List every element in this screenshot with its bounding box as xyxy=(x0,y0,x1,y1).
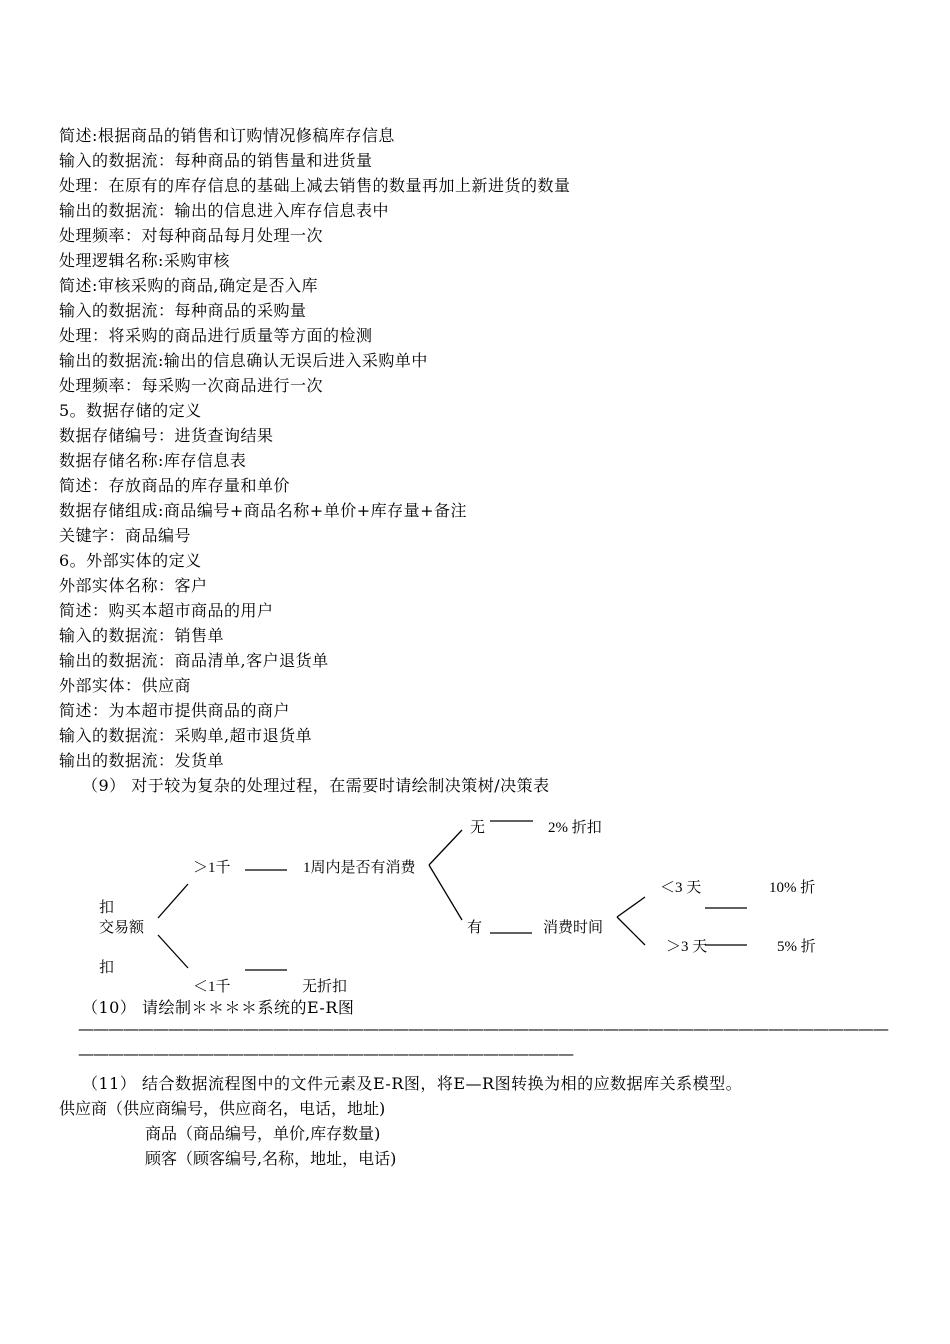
tree-lt-1000: ＜1千 xyxy=(193,979,231,995)
text-line: 输入的数据流：每种商品的采购量 xyxy=(59,301,307,320)
text-line: 简述：存放商品的库存量和单价 xyxy=(59,476,291,495)
text-line: 数据存储组成:商品编号+商品名称+单价+库存量+备注 xyxy=(59,501,468,520)
text-line: 简述：购买本超市商品的用户 xyxy=(59,601,274,620)
tree-gt-1000: ＞1千 xyxy=(193,860,231,876)
text-line: 数据存储编号：进货查询结果 xyxy=(59,426,274,445)
text-line: 外部实体：供应商 xyxy=(59,676,192,695)
section-heading: 5。数据存储的定义 xyxy=(59,401,202,420)
text-line: 输出的数据流：发货单 xyxy=(59,751,225,770)
text-line: 处理频率：对每种商品每月处理一次 xyxy=(59,226,324,245)
branch-line xyxy=(158,884,188,918)
question-11: （11） 结合数据流程图中的文件元素及E-R图，将E—R图转换为相的应数据库关系模型。 xyxy=(82,1074,743,1093)
text-line: 输入的数据流：每种商品的销售量和进货量 xyxy=(59,151,373,170)
tree-root: 交易额 xyxy=(99,920,145,936)
tree-root-bottom: 扣 xyxy=(99,960,115,976)
text-line: 处理逻辑名称:采购审核 xyxy=(59,251,230,270)
dash-line: ————————————————————————————————— xyxy=(78,1044,573,1063)
text-line: 输入的数据流：销售单 xyxy=(59,626,225,645)
text-line: 输出的数据流:输出的信息确认无误后进入采购单中 xyxy=(59,351,428,370)
dash-line: —————————————————————————————————————————————————————— xyxy=(78,1019,888,1038)
section-heading: 6。外部实体的定义 xyxy=(59,551,202,570)
model-customer: 顾客（顾客编号,名称，地址，电话) xyxy=(145,1149,397,1168)
tree-none: 无 xyxy=(470,820,486,836)
text-line: 处理频率：每采购一次商品进行一次 xyxy=(59,376,324,395)
tree-week-question: 1周内是否有消费 xyxy=(303,860,416,876)
tree-time: 消费时间 xyxy=(543,920,604,936)
tree-five-percent: 5% 折 xyxy=(777,939,816,955)
text-line: 处理：将采购的商品进行质量等方面的检测 xyxy=(59,326,373,345)
text-line: 简述:审核采购的商品,确定是否入库 xyxy=(59,276,318,295)
tree-ten-percent: 10% 折 xyxy=(769,880,816,896)
tree-gt-3-days: ＞3 天 xyxy=(666,939,708,955)
text-line: 输入的数据流：采购单,超市退货单 xyxy=(59,726,313,745)
text-line: 简述:根据商品的销售和订购情况修稿库存信息 xyxy=(59,126,395,145)
model-product: 商品（商品编号，单价,库存数量) xyxy=(145,1124,381,1143)
text-line: 数据存储名称:库存信息表 xyxy=(59,451,247,470)
tree-has: 有 xyxy=(467,920,483,936)
model-supplier: 供应商（供应商编号，供应商名，电话，地址) xyxy=(59,1099,386,1118)
question-9: （9） 对于较为复杂的处理过程，在需要时请绘制决策树/决策表 xyxy=(82,776,550,795)
branch-line xyxy=(617,917,645,945)
tree-two-percent: 2% 折扣 xyxy=(548,820,602,836)
text-line: 简述：为本超市提供商品的商户 xyxy=(59,701,291,720)
branch-line xyxy=(617,897,645,917)
branch-line xyxy=(429,830,462,865)
branch-line xyxy=(158,935,188,968)
text-line: 外部实体名称：客户 xyxy=(59,576,208,595)
tree-lt-3-days: ＜3 天 xyxy=(660,880,702,896)
text-line: 输出的数据流：输出的信息进入库存信息表中 xyxy=(59,201,390,220)
question-10: （10） 请绘制＊＊＊＊系统的E-R图 xyxy=(82,998,355,1017)
tree-no-discount: 无折扣 xyxy=(302,979,348,995)
text-line: 关键字：商品编号 xyxy=(59,526,192,545)
branch-line xyxy=(429,865,462,920)
text-line: 输出的数据流：商品清单,客户退货单 xyxy=(59,651,329,670)
tree-root-top: 扣 xyxy=(99,900,115,916)
text-line: 处理：在原有的库存信息的基础上减去销售的数量再加上新进货的数量 xyxy=(59,176,571,195)
